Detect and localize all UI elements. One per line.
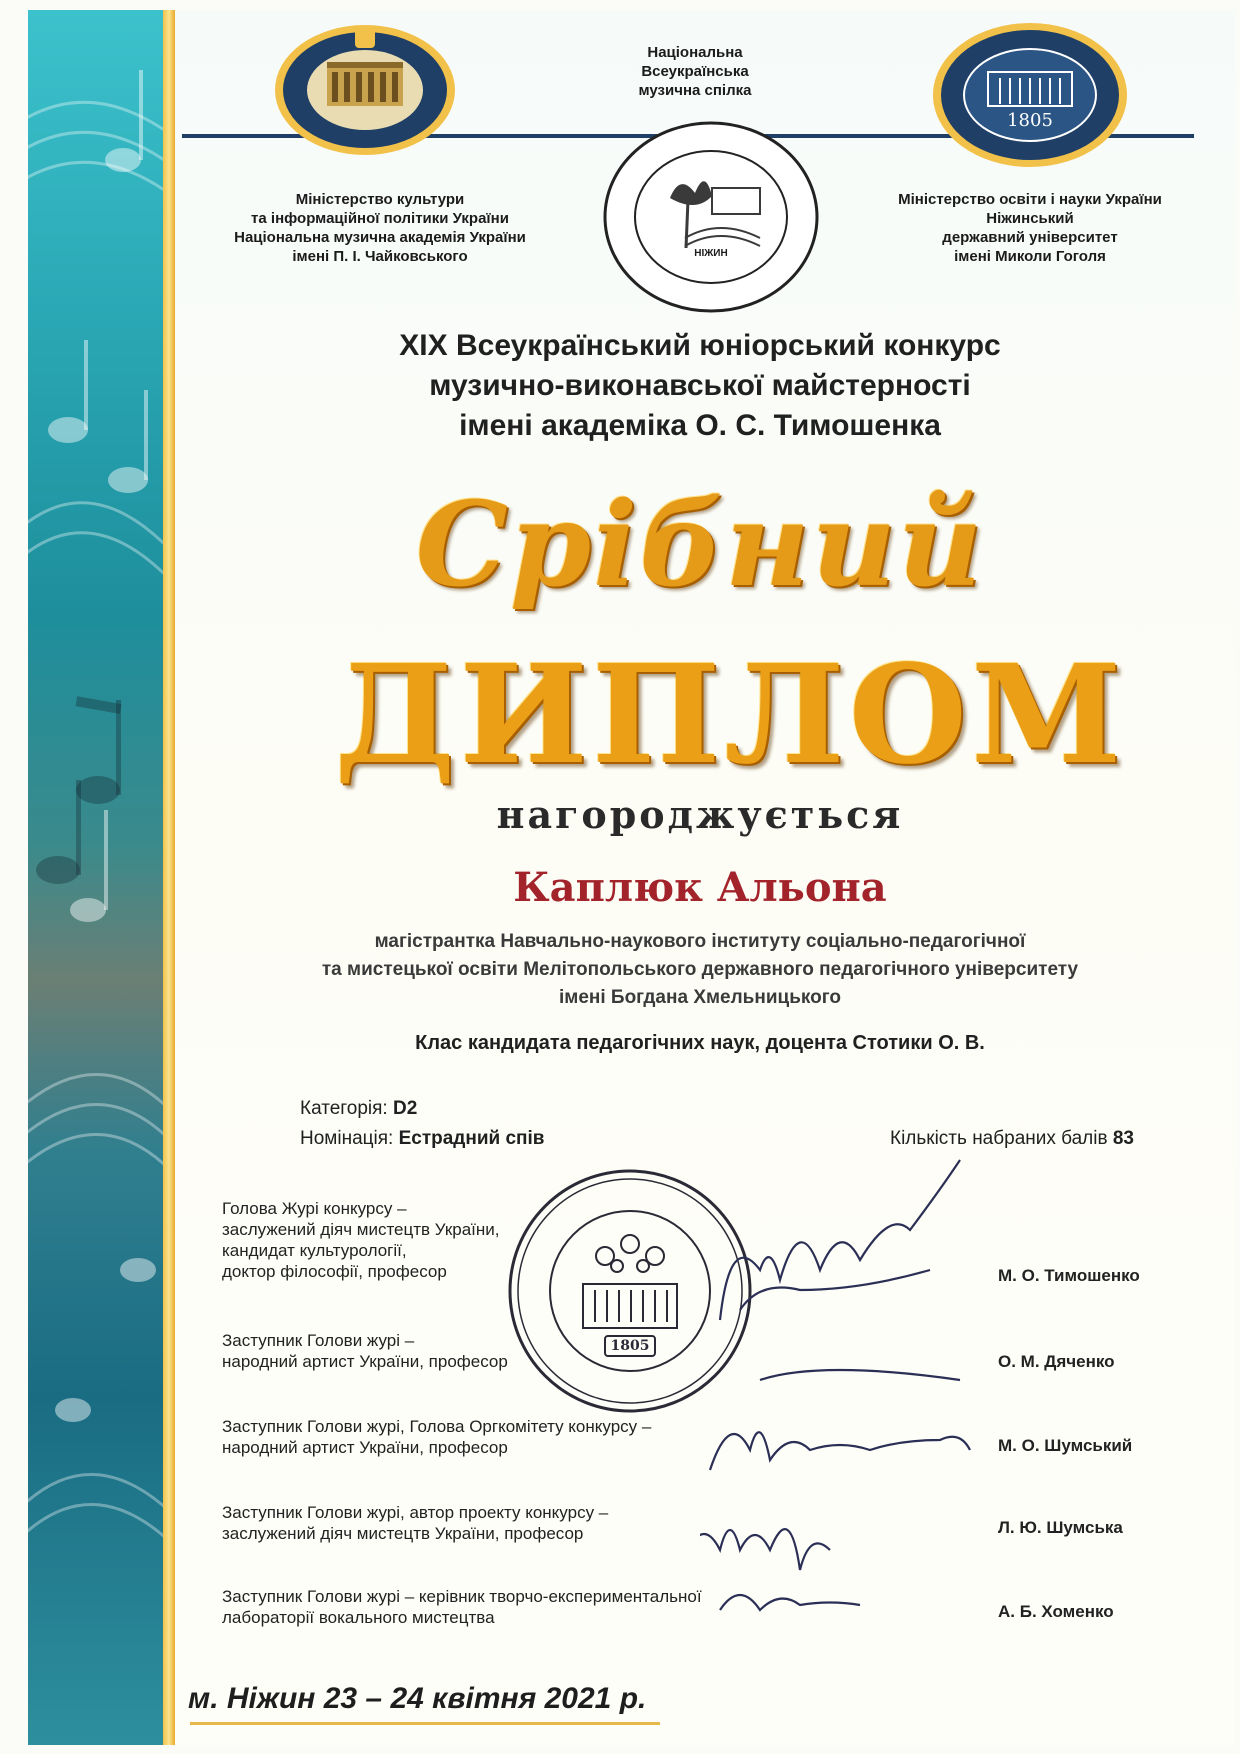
right-org-line-2: Ніжинський (986, 210, 1074, 227)
stamp-year: 1805 (610, 1338, 650, 1354)
left-org-line-3: Національна музична академія України (234, 229, 526, 246)
right-org-line-1: Міністерство освіти і науки України (898, 191, 1162, 208)
signature-3 (710, 1432, 970, 1470)
competition-title-line-2: музично-виконавської майстерності (429, 369, 971, 402)
left-org-line-2: та інформаційної політики України (251, 210, 509, 227)
jury-role-1-line-1: Голова Журі конкурсу – (222, 1199, 407, 1218)
music-academy-seal (272, 22, 458, 158)
center-org-line-2: Всеукраїнська (641, 63, 749, 80)
signature-4 (700, 1529, 830, 1570)
right-org-line-3: державний університет (942, 229, 1118, 246)
left-org-line-4: імені П. І. Чайковського (292, 248, 468, 265)
jury-role-4 (222, 1502, 782, 1544)
competition-seal (600, 118, 822, 316)
right-org-line-4: імені Миколи Гоголя (954, 248, 1106, 265)
nomination-label: Номінація: (300, 1128, 394, 1149)
affiliation-line-1: магістрантка Навчально-наукового інституту соціально-педагогічної (374, 931, 1026, 952)
right-organization (860, 190, 1200, 266)
jury-role-3 (222, 1416, 782, 1458)
awarded-label: нагороджується (496, 792, 904, 837)
teacher-class-line: Клас кандидата педагогічних наук, доцента Стотики О. В. (415, 1032, 985, 1054)
nomination-row (300, 1128, 545, 1150)
place-date: м. Ніжин 23 – 24 квітня 2021 р. (188, 1682, 647, 1715)
center-seal-city: НІЖИН (694, 248, 728, 259)
jury-role-4-line-1: Заступник Голови журі, автор проекту конкурсу – (222, 1503, 609, 1522)
place-date-underline (190, 1722, 660, 1725)
jury-role-5-line-2: лабораторії вокального мистецтва (222, 1608, 495, 1627)
category-value: D2 (393, 1098, 418, 1119)
jury-role-3-line-1: Заступник Голови журі, Голова Оргкомітету конкурсу – (222, 1417, 652, 1436)
gold-border-stripe (163, 10, 175, 1745)
trident-icon (355, 28, 375, 48)
recipient-name: Каплюк Альона (513, 864, 887, 911)
signature-2 (760, 1370, 960, 1380)
score-value: 83 (1112, 1128, 1134, 1149)
affiliation-line-2: та мистецької освіти Мелітопольського державного педагогічного університету (321, 959, 1079, 980)
nomination-value: Естрадний спів (398, 1128, 545, 1149)
jury-name-3: М. О. Шумський (998, 1436, 1133, 1455)
jury-name-2: О. М. Дяченко (998, 1352, 1115, 1371)
left-organization (200, 190, 560, 266)
score-label: Кількість набраних балів (890, 1128, 1108, 1149)
signature-5 (720, 1595, 860, 1610)
jury-role-5-line-1: Заступник Голови журі – керівник творчо-експериментальної (222, 1587, 702, 1606)
competition-title-line-1: XIX Всеукраїнський юніорський конкурс (399, 329, 1001, 362)
jury-signatures (700, 1150, 1000, 1630)
jury-name-4: Л. Ю. Шумська (998, 1518, 1123, 1537)
center-org-line-3: музична спілка (638, 82, 752, 99)
jury-role-2-line-2: народний артист України, професор (222, 1352, 508, 1371)
center-organization (600, 43, 790, 100)
score-row (890, 1128, 1134, 1150)
signature-1 (720, 1160, 960, 1320)
diploma-heading: ДИПЛОМ (334, 635, 1126, 795)
category-label: Категорія: (300, 1098, 388, 1119)
affiliation-line-3: імені Богдана Хмельницького (558, 987, 842, 1008)
music-notes-decoration (28, 10, 163, 1745)
decorative-music-band (28, 10, 163, 1745)
center-org-line-1: Національна (647, 44, 743, 61)
jury-role-1-line-2: заслужений діяч мистецтв України, (222, 1220, 500, 1239)
category-row (300, 1098, 417, 1120)
jury-role-4-line-2: заслужений діяч мистецтв України, професор (222, 1524, 584, 1543)
jury-role-1-line-4: доктор філософії, професор (222, 1262, 447, 1281)
university-seal-year: 1805 (1007, 110, 1053, 131)
jury-role-1-line-3: кандидат культурології, (222, 1241, 407, 1260)
jury-name-1: М. О. Тимошенко (998, 1266, 1140, 1285)
left-org-line-1: Міністерство культури (295, 191, 465, 208)
jury-role-5 (222, 1586, 782, 1628)
jury-role-3-line-2: народний артист України, професор (222, 1438, 508, 1457)
award-level-heading: Срібний (415, 477, 985, 613)
competition-title-line-3: імені академіка О. С. Тимошенка (459, 409, 941, 442)
competition-title (250, 326, 1150, 446)
university-seal (930, 20, 1130, 170)
jury-role-2-line-1: Заступник Голови журі – (222, 1331, 415, 1350)
jury-name-5: А. Б. Хоменко (998, 1602, 1114, 1621)
